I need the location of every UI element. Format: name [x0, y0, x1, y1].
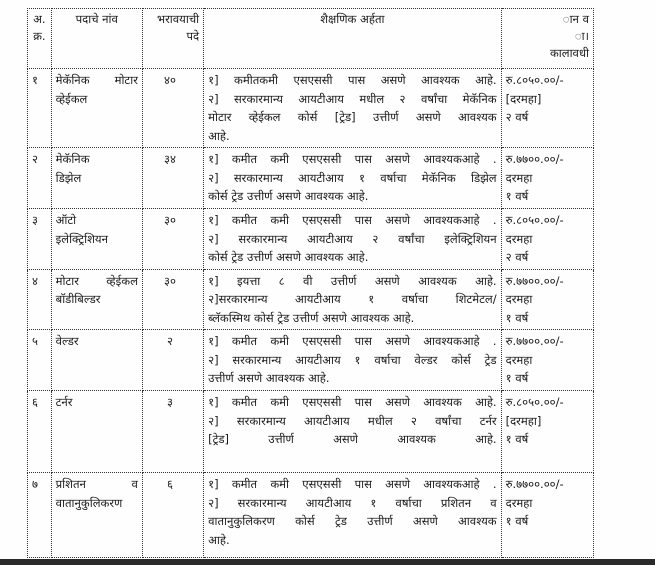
pay-line: दरमहा [505, 352, 533, 367]
qualification-line: १] कमीत कमी एसएससी पास असणे आवश्यकआहे . [208, 213, 497, 227]
qualification-line: २]सरकारमान्य आयटीआय १ वर्षाचा शिटमेटल/ [208, 292, 497, 306]
sr-no: ६ [28, 391, 52, 473]
qualification-line: कोर्स ट्रेड उत्तीर्ण असणे आवश्यक आहे. [208, 250, 369, 264]
post-count: ४० [142, 69, 203, 148]
pay-line: रु.७७००.००/- [505, 273, 564, 288]
post-name [51, 69, 142, 148]
header-line: कालावधी [549, 46, 589, 60]
post-count: ३४ [142, 148, 203, 209]
post-name-line: ऑटो [55, 213, 77, 227]
pay-duration [501, 391, 593, 473]
post-name-line: वेल्डर [55, 334, 79, 348]
qualification-line: १] कमीत कमी एसएससी पास असणे आवश्यकआहे . [208, 477, 497, 491]
pay-line: रु.८०५०.००/- [505, 213, 564, 227]
post-name-line: टर्नर [55, 395, 73, 409]
header-line: भरावयाची [157, 12, 200, 26]
qualification-line: कोर्स ट्रेड उत्तीर्ण असणे आवश्यक आहे. [208, 189, 369, 203]
pay-duration [501, 148, 593, 209]
qualification-line: [ट्रेड] उत्तीर्ण असणे आवश्यक आहे. [208, 432, 497, 446]
pay-line: १ वर्ष [505, 432, 529, 446]
table-row [28, 69, 594, 148]
pay-line: [दरमहा] [505, 413, 542, 428]
posts-table [27, 8, 594, 558]
post-name-line: इलेक्ट्रिशियन [55, 231, 108, 246]
post-count: ३ [142, 391, 203, 473]
post-name [51, 330, 142, 391]
post-name [51, 148, 142, 209]
header-line: क्र. [33, 29, 46, 43]
post-name [51, 391, 142, 473]
pay-duration [501, 209, 593, 270]
pay-duration [501, 269, 593, 330]
post-name-line: बॉडीबिल्डर [55, 292, 101, 306]
post-count: ३० [142, 269, 203, 330]
table-row [28, 148, 594, 209]
pay-line: रु.७७००.००/- [505, 334, 564, 348]
pay-line: दरमहा [505, 292, 533, 306]
header-pay-duration [501, 9, 593, 69]
header-post-count [142, 9, 203, 69]
page-bottom-edge [0, 559, 655, 565]
qualification-line: वातानुकुलिकरण कोर्स ट्रेड उत्तीर्ण असणे आवश्यक [208, 514, 497, 528]
post-name-line: डिझेल [55, 170, 82, 185]
header-line: ा। [574, 29, 589, 43]
pay-line: रु.७७००.००/- [505, 477, 564, 491]
pay-duration [501, 473, 593, 558]
header-line: पदे [186, 29, 200, 43]
pay-line: दरमहा [505, 495, 533, 510]
post-name [51, 269, 142, 330]
post-name-line: वातानुकुलिकरण [55, 495, 123, 510]
sr-no: ४ [28, 269, 52, 330]
post-name-line: व्हेईकल [55, 91, 88, 106]
sr-no: १ [28, 69, 52, 148]
qualification [204, 330, 501, 391]
qualification-line: आहे. [208, 128, 230, 143]
qualification-line: १] कमीत कमी एसएससी पास असणे आवश्यक आहे. [208, 395, 497, 409]
pay-line: १ वर्ष [505, 310, 529, 325]
header-line: शैक्षणिक अर्हता [320, 12, 385, 26]
qualification-line: उत्तीर्ण असणे आवश्यक आहे. [208, 371, 330, 385]
sr-no: ५ [28, 330, 52, 391]
qualification-line: २] सरकारमान्य आयटीआय मधील २ वर्षांचा टर्नर [208, 413, 497, 428]
qualification-line: १] कमीतकमी एसएससी पास असणे आवश्यक आहे. [208, 73, 497, 87]
qualification-line: १] कमीत कमी एसएससी पास असणे आवश्यकआहे . [208, 152, 497, 166]
qualification [204, 269, 501, 330]
header-line: पदाचे नांव [75, 12, 118, 26]
qualification-line [208, 449, 496, 468]
post-count: ३० [142, 209, 203, 270]
qualification-line: ब्लॅकस्मिथ कोर्स ट्रेड उत्तीर्ण असणे आवश्यक आहे. [208, 310, 415, 325]
qualification-line: २] सरकारमान्य आयटीआय १ वर्षाचा प्रशितन व [208, 495, 497, 510]
table-row [28, 473, 594, 558]
post-name-line: मोटार व्हेईकल [55, 273, 138, 288]
pay-line: रु.७७००.००/- [505, 152, 564, 166]
table-row [28, 209, 594, 270]
post-name [51, 209, 142, 270]
sr-no: ७ [28, 473, 52, 558]
qualification [204, 209, 501, 270]
qualification-line: १] कमीत कमी एसएससी पास असणे आवश्यकआहे . [208, 334, 497, 348]
table-header-row [28, 9, 594, 69]
pay-line: दरमहा [505, 231, 533, 246]
header-qualification [204, 9, 501, 69]
qualification [204, 473, 501, 558]
pay-line: १ वर्ष [505, 514, 529, 528]
qualification [204, 69, 501, 148]
pay-line: १ वर्ष [505, 189, 529, 203]
post-name [51, 473, 142, 558]
post-count: ६ [142, 473, 203, 558]
table-row [28, 391, 594, 473]
sr-no: ३ [28, 209, 52, 270]
post-name-line: प्रशितन व [55, 477, 138, 491]
pay-duration [501, 69, 593, 148]
pay-duration [501, 330, 593, 391]
table-row [28, 330, 594, 391]
header-post-name [51, 9, 142, 69]
pay-line: २ वर्ष [505, 250, 529, 264]
qualification [204, 391, 501, 473]
pay-line: रु.८०५०.००/- [505, 395, 564, 409]
header-line: ान व [562, 12, 589, 26]
qualification-line: २] सरकारमान्य आयटीआय १ वर्षाचा मेकॅनिक डिझेल [208, 170, 497, 185]
qualification-line: २] सरकारमान्य आयटीआय मधील २ वर्षांचा मेकॅनिक [208, 91, 497, 106]
table-row [28, 269, 594, 330]
header-sr-no [28, 9, 52, 69]
qualification-line: मोटार व्हेईकल कोर्स [ट्रेड] उत्तीर्ण असणे आवश्यक [208, 110, 497, 124]
post-name-line: मेकॅनिक मोटार [55, 73, 138, 87]
pay-line: रु.८०५०.००/- [505, 73, 564, 87]
qualification-line: २] सरकारमान्य आयटीआय २ वर्षांचा इलेक्ट्रिशियन [208, 231, 497, 246]
post-name-line: मेकॅनिक [55, 152, 90, 166]
post-count: २ [142, 330, 203, 391]
sr-no: २ [28, 148, 52, 209]
pay-line: २ वर्ष [505, 110, 529, 124]
pay-line: १ वर्ष [505, 371, 529, 385]
pay-line: [दरमहा] [505, 91, 542, 106]
qualification-line: २] सरकारमान्य आयटीआय १ वर्षाचा वेल्डर कोर्स ट्रेड [208, 352, 497, 367]
pay-line: दरमहा [505, 170, 533, 185]
header-line: अ. [33, 12, 46, 26]
qualification [204, 148, 501, 209]
qualification-line: १] इयत्ता ८ वी उत्तीर्ण असणे आवश्यक आहे. [208, 273, 497, 288]
qualification-line: आहे. [208, 532, 230, 547]
